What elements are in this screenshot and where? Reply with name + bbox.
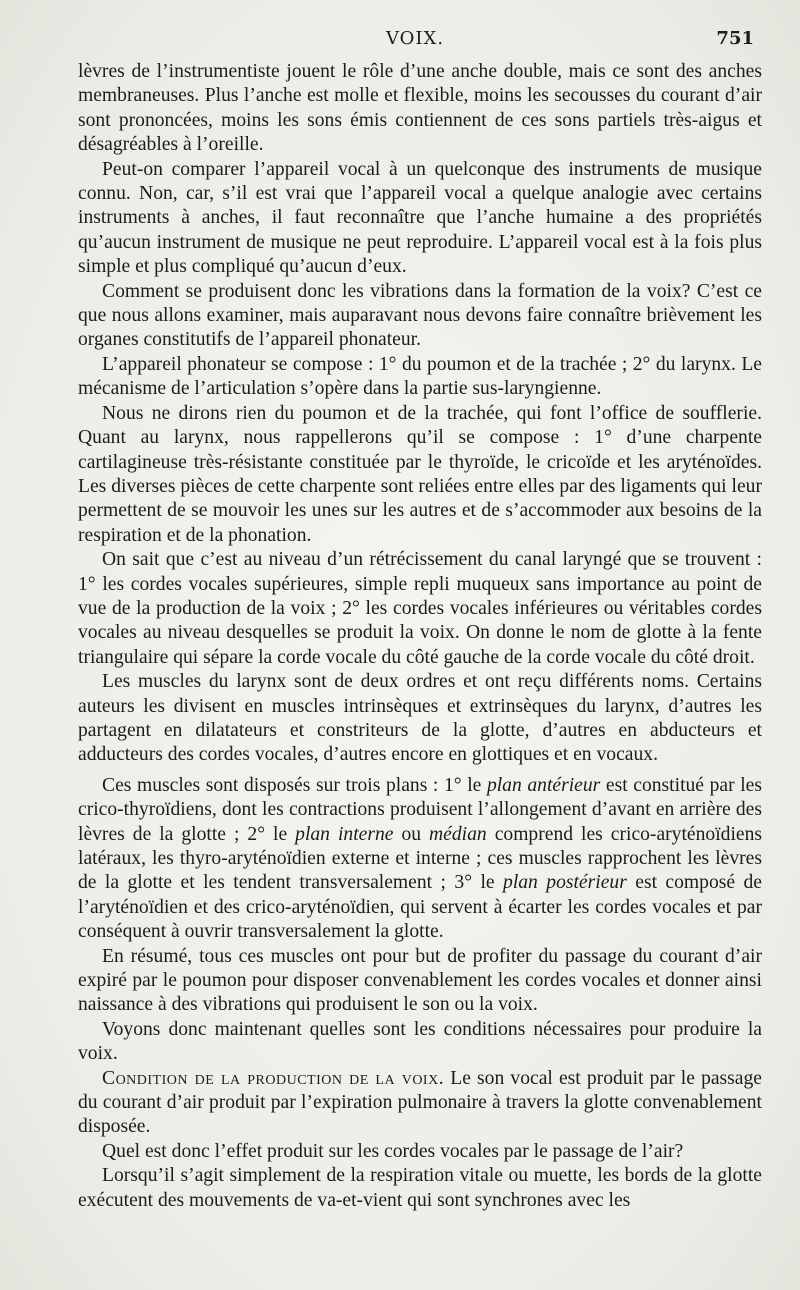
text-run: est constitué par les crico-thyroïdiens, dont les contractions produisent l’allongement d’avant en arrière des lèvres de la glotte ; 2° le <box>78 774 762 845</box>
text-run: ou <box>393 823 430 845</box>
text-run: comprend les crico-aryténoïdiens latéraux, les thyro-aryténoïdien externe et interne ; ces muscles rapprochent les lèvres de la glotte et les tendent transversalement ; 3° le <box>78 823 763 894</box>
paragraph: Nous ne dirons rien du poumon et de la trachée, qui font l’office de soufflerie. Quant au larynx, nous rappellerons qu’il se compose : 1° d’une charpente cartilagineuse très-résistante constituée par le thyroïde, le cricoïde et les aryténoïdes. Les diverses pièces de cette charpente sont reliées entre elles par des ligaments qui leur permettent de se mouvoir les unes sur les autres et de s’accommoder aux besoins de la respiration et de la phonation. <box>78 402 762 546</box>
text-run: Ces muscles sont disposés sur trois plans : 1° le <box>102 774 487 796</box>
text-run: Le son vocal est produit par le passage du courant d’air produit par l’expiration pulmonaire à travers la glotte convenablement disposée. <box>78 1067 762 1138</box>
running-title: VOIX. <box>385 28 445 49</box>
paragraph-muscle-planes <box>78 774 762 945</box>
italic-term: plan interne <box>295 823 394 845</box>
page-header <box>76 28 754 54</box>
paragraph: On sait que c’est au niveau d’un rétrécissement du canal laryngé que se trouvent : 1° les cordes vocales supérieures, simple repli muqueux sans importance au point de vue de la production de la voix ; 2° les cordes vocales inférieures ou véritables cordes vocales au niveau desquelles se produit la voix. On donne le nom de glotte à la fente triangulaire qui sépare la corde vocale du côté gauche de la corde vocale du côté droit. <box>78 549 762 668</box>
paragraph: En résumé, tous ces muscles ont pour but de profiter du passage du courant d’air expiré par le poumon pour disposer convenablement les cordes vocales et donner ainsi naissance à des vibrations qui produisent le son ou la voix. <box>78 945 762 1016</box>
paragraph-section <box>78 1067 762 1140</box>
page-number: 751 <box>716 28 754 49</box>
body-text <box>78 60 762 1213</box>
section-heading: Condition de la production de la voix. <box>102 1067 445 1089</box>
paragraph: Les muscles du larynx sont de deux ordres et ont reçu différents noms. Certains auteurs les divisent en muscles intrinsèques et extrinsèques du larynx, d’autres les partagent en dilatateurs et constriteurs de la glotte, d’autres en abducteurs et adducteurs des cordes vocales, d’autres encore en glottiques et en vocaux. <box>78 671 762 766</box>
paragraph: Quel est donc l’effet produit sur les cordes vocales par le passage de l’air? <box>102 1140 684 1162</box>
italic-term: médian <box>429 823 487 845</box>
italic-term: plan postérieur <box>503 872 627 894</box>
text-run: est composé de l’aryténoïdien et des crico-aryténoïdien, qui servent à écarter les cordes vocales et par conséquent à ouvrir transversalement la glotte. <box>78 872 763 943</box>
paragraph: Lorsqu’il s’agit simplement de la respiration vitale ou muette, les bords de la glotte exécutent des mouvements de va-et-vient qui sont synchrones avec les <box>78 1165 762 1211</box>
italic-term: plan antérieur <box>486 774 601 796</box>
paragraph: L’appareil phonateur se compose : 1° du poumon et de la trachée ; 2° du larynx. Le mécanisme de l’articulation s’opère dans la partie sus-laryngienne. <box>78 353 762 400</box>
paragraph: Comment se produisent donc les vibrations dans la formation de la voix? C’est ce que nous allons examiner, mais auparavant nous devons faire connaître brièvement les organes constitutifs de l’appareil phonateur. <box>78 280 762 351</box>
paragraph: Peut-on comparer l’appareil vocal à un quelconque des instruments de musique connu. Non, car, s’il est vrai que l’appareil vocal a quelque analogie avec certains instruments à anches, il faut reconnaître que l’anche humaine a des propriétés qu’aucun instrument de musique ne peut reproduire. L’appareil vocal est à la fois plus simple et plus compliqué qu’aucun d’eux. <box>78 158 762 278</box>
paragraph-continuation: lèvres de l’instrumentiste jouent le rôle d’une anche double, mais ce sont des anches membraneuses. Plus l’anche est molle et flexible, moins les secousses du courant d’air sont prononcées, moins les sons émis contiennent de ces sons partiels très-aigus et désagréables à l’oreille. <box>78 61 762 156</box>
paragraph: Voyons donc maintenant quelles sont les conditions nécessaires pour produire la voix. <box>78 1018 762 1065</box>
